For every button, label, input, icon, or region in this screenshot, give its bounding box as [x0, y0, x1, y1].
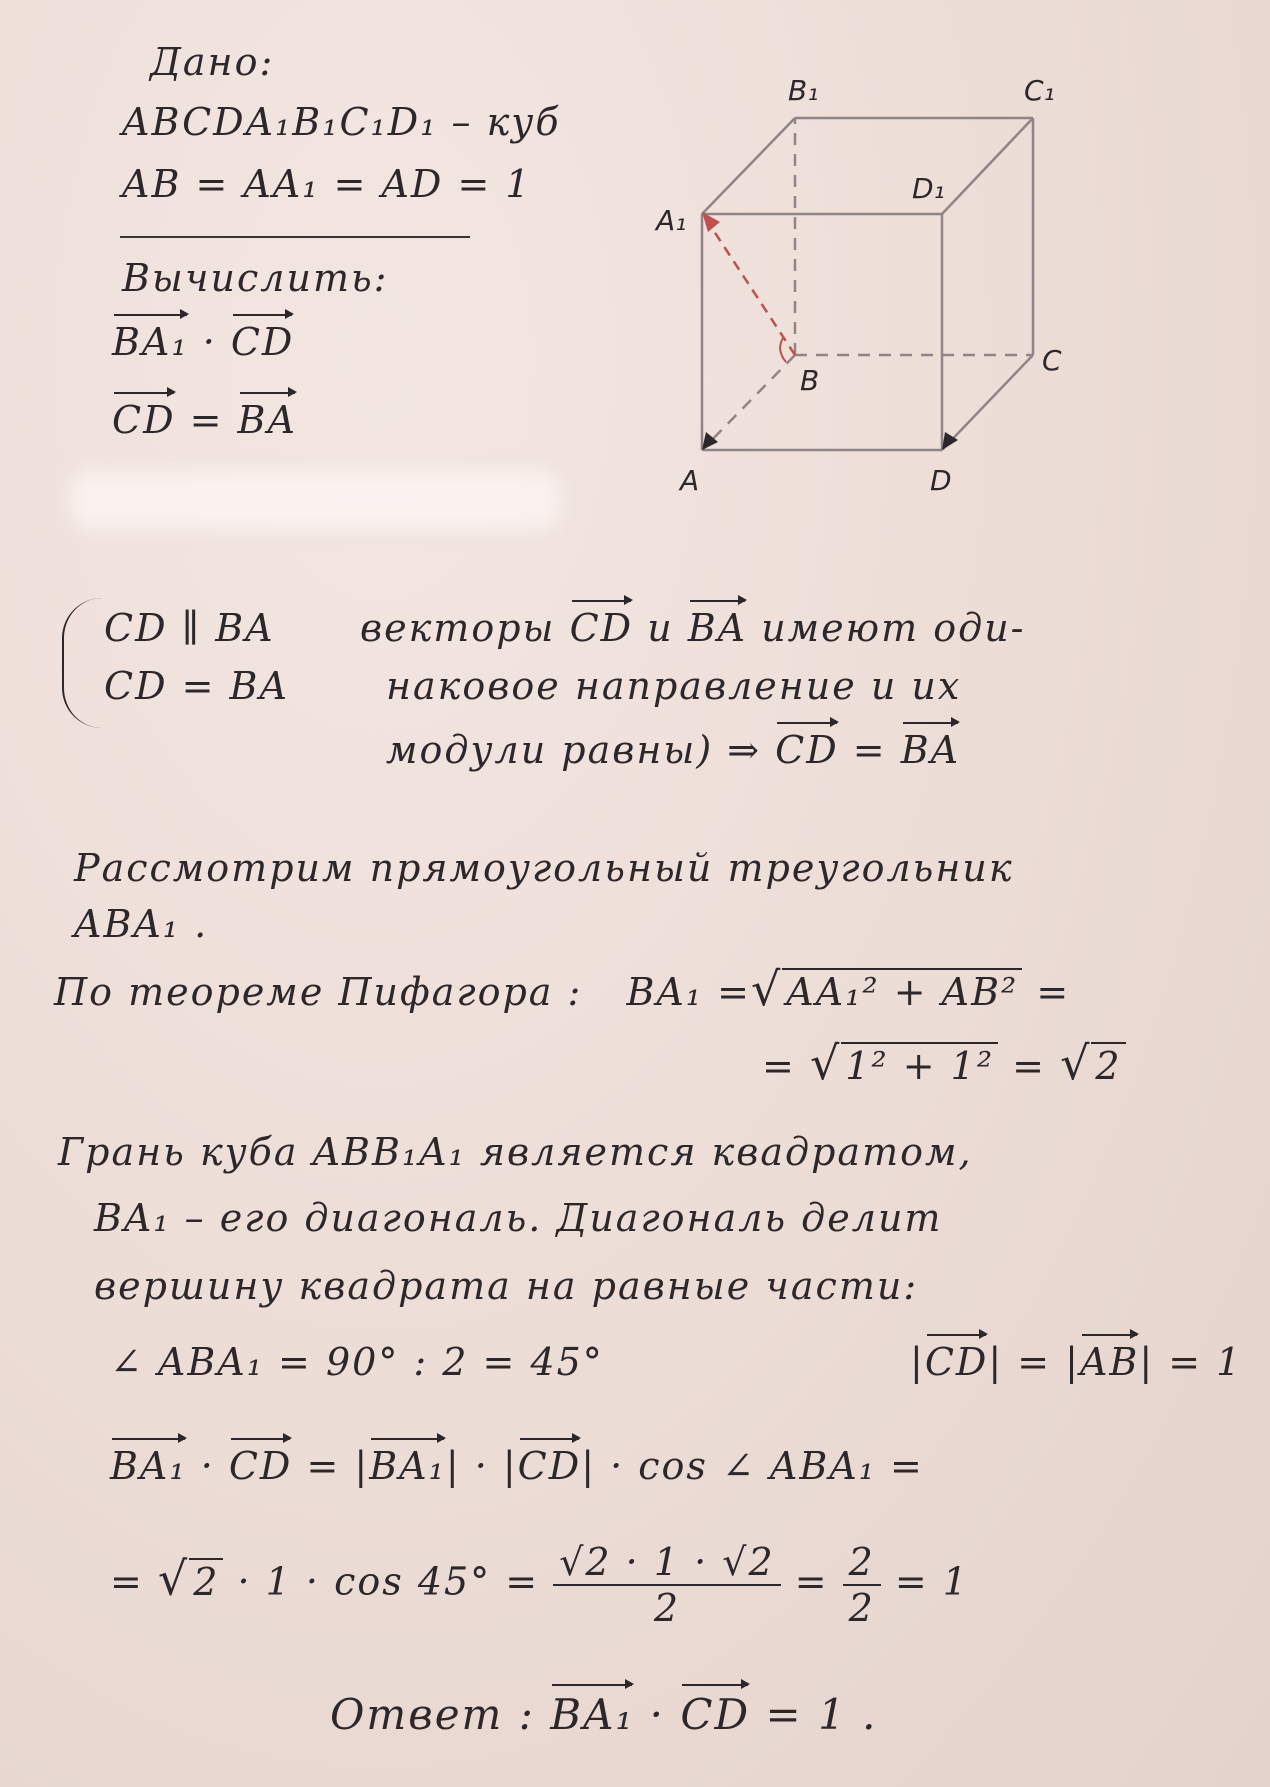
calculation-line: = √ 2 · 1 · cos 45° = $\frac{√2 \cdot 1 \cdot √2}{2}$ = $\frac{2}{2}$ = 1	[110, 1540, 969, 1630]
vector-ba1-red	[708, 222, 795, 355]
fraction-denominator: 2	[653, 1586, 680, 1630]
edge-c1-d1	[942, 118, 1033, 214]
bar: | · |	[445, 1444, 518, 1488]
reason-text: и	[633, 606, 688, 650]
reason-line-1	[360, 606, 1026, 650]
pythagoras-continuation: = √ 1² + 1² = √ 2	[762, 1036, 1126, 1090]
equals-sign: =	[998, 1044, 1061, 1088]
angle-arc	[780, 338, 786, 362]
reason-text: имеют оди-	[747, 606, 1026, 650]
pythagoras-lhs: BA₁ =	[626, 970, 751, 1014]
dot-operator: ·	[634, 1690, 681, 1739]
vector-cd: CD	[680, 1690, 751, 1739]
reason-parallel: CD ∥ BA	[104, 606, 275, 650]
given-separator	[120, 236, 470, 238]
fraction-denominator: 2	[848, 1586, 875, 1630]
answer-line	[330, 1690, 878, 1739]
dot-product-formula	[110, 1444, 924, 1488]
dot-operator: ·	[186, 1444, 229, 1488]
vector-cd: CD	[230, 320, 295, 364]
label-b1: B₁	[788, 74, 819, 107]
radical-two: 2	[189, 1558, 223, 1604]
face-line-2: BA₁ – его диагональ. Диагональ делит	[94, 1196, 943, 1240]
equals-sign: =	[1022, 970, 1071, 1014]
equals-sign: =	[110, 1559, 158, 1604]
reason-text: модули равны) ⇒	[386, 728, 776, 772]
face-line-1: Грань куба ABB₁A₁ является квадратом,	[58, 1130, 973, 1174]
vector-cd: CD	[228, 1444, 293, 1488]
triangle-line-2: ABA₁ .	[74, 902, 209, 946]
vector-ba: BA	[900, 728, 961, 772]
compute-heading: Вычислить:	[122, 256, 389, 300]
bar: | = 1	[1139, 1340, 1243, 1384]
vector-ba: BA	[237, 398, 297, 442]
vector-ba1: BA₁	[369, 1444, 446, 1488]
given-line-edges: AB = AA₁ = AD = 1	[122, 162, 532, 206]
vector-cd: CD	[775, 728, 839, 772]
reason-line-3	[386, 728, 960, 772]
reason-line-2: наковое направление и их	[386, 664, 962, 708]
radical-two: 2	[1091, 1042, 1125, 1088]
angle-line: ∠ ABA₁ = 90° : 2 = 45°	[110, 1340, 604, 1384]
vector-ba1: BA₁	[112, 320, 189, 364]
label-b: B	[800, 364, 820, 397]
vector-cd: CD	[112, 398, 176, 442]
equals-sign: =	[175, 398, 238, 442]
calc-result: = 1	[880, 1559, 969, 1604]
triangle-line-1: Рассмотрим прямоугольный треугольник	[74, 846, 1014, 890]
answer-result: = 1 .	[750, 1690, 878, 1739]
bar: |	[910, 1340, 925, 1384]
answer-label: Ответ :	[330, 1690, 535, 1739]
blurred-region	[70, 470, 560, 530]
equals-sign: = |	[292, 1444, 370, 1488]
fraction-simplified	[843, 1540, 881, 1630]
fraction-numerator: √2 · 1 · √2	[553, 1540, 780, 1586]
vector-cd: CD	[569, 606, 634, 650]
edge-b-a	[702, 355, 795, 450]
radical-one-one: 1² + 1²	[841, 1042, 998, 1088]
modulus-line	[910, 1340, 1242, 1384]
fraction-numerator: 2	[843, 1540, 881, 1586]
face-line-3: вершину квадрата на равные части:	[94, 1264, 919, 1308]
vector-cd: CD	[517, 1444, 582, 1488]
vector-ba1: BA₁	[550, 1690, 635, 1739]
label-c: C	[1042, 344, 1062, 377]
edge-a1-b1	[702, 118, 795, 214]
fraction-main	[553, 1540, 780, 1630]
vector-ab: AB	[1079, 1340, 1140, 1384]
dot-operator: ·	[188, 320, 231, 364]
equals-sign: =	[762, 1044, 796, 1088]
reason-parenthesis	[62, 598, 104, 728]
label-c1: C₁	[1024, 74, 1055, 107]
compute-equality	[112, 398, 297, 442]
reason-text: векторы	[360, 606, 570, 650]
label-d: D	[930, 464, 952, 497]
compute-expression	[112, 320, 294, 364]
given-heading: Дано:	[150, 40, 275, 84]
vector-ba: BA	[687, 606, 748, 650]
cos-tail: | · cos ∠ ABA₁ =	[581, 1444, 924, 1488]
edge-c-d	[942, 355, 1033, 450]
reason-equal-length: CD = BA	[104, 664, 289, 708]
label-a: A	[680, 464, 700, 497]
pythagoras-prefix: По теореме Пифагора :	[54, 970, 583, 1014]
given-line-cube: ABCDA₁B₁C₁D₁ – куб	[122, 100, 561, 144]
vector-ba1: BA₁	[110, 1444, 187, 1488]
calc-middle: · 1 · cos 45° =	[223, 1559, 540, 1604]
equals-sign: =	[780, 1559, 843, 1604]
label-d1: D₁	[912, 172, 945, 205]
radical-aa1-ab: AA₁² + AB²	[782, 968, 1022, 1014]
label-a1: A₁	[656, 204, 687, 237]
pythagoras-line: По теореме Пифагора : BA₁ =√ AA₁² + AB² =	[54, 962, 1071, 1016]
cube-diagram	[640, 70, 1100, 510]
vector-cd: CD	[924, 1340, 989, 1384]
bar: | = |	[988, 1340, 1080, 1384]
equals-sign: =	[838, 728, 901, 772]
